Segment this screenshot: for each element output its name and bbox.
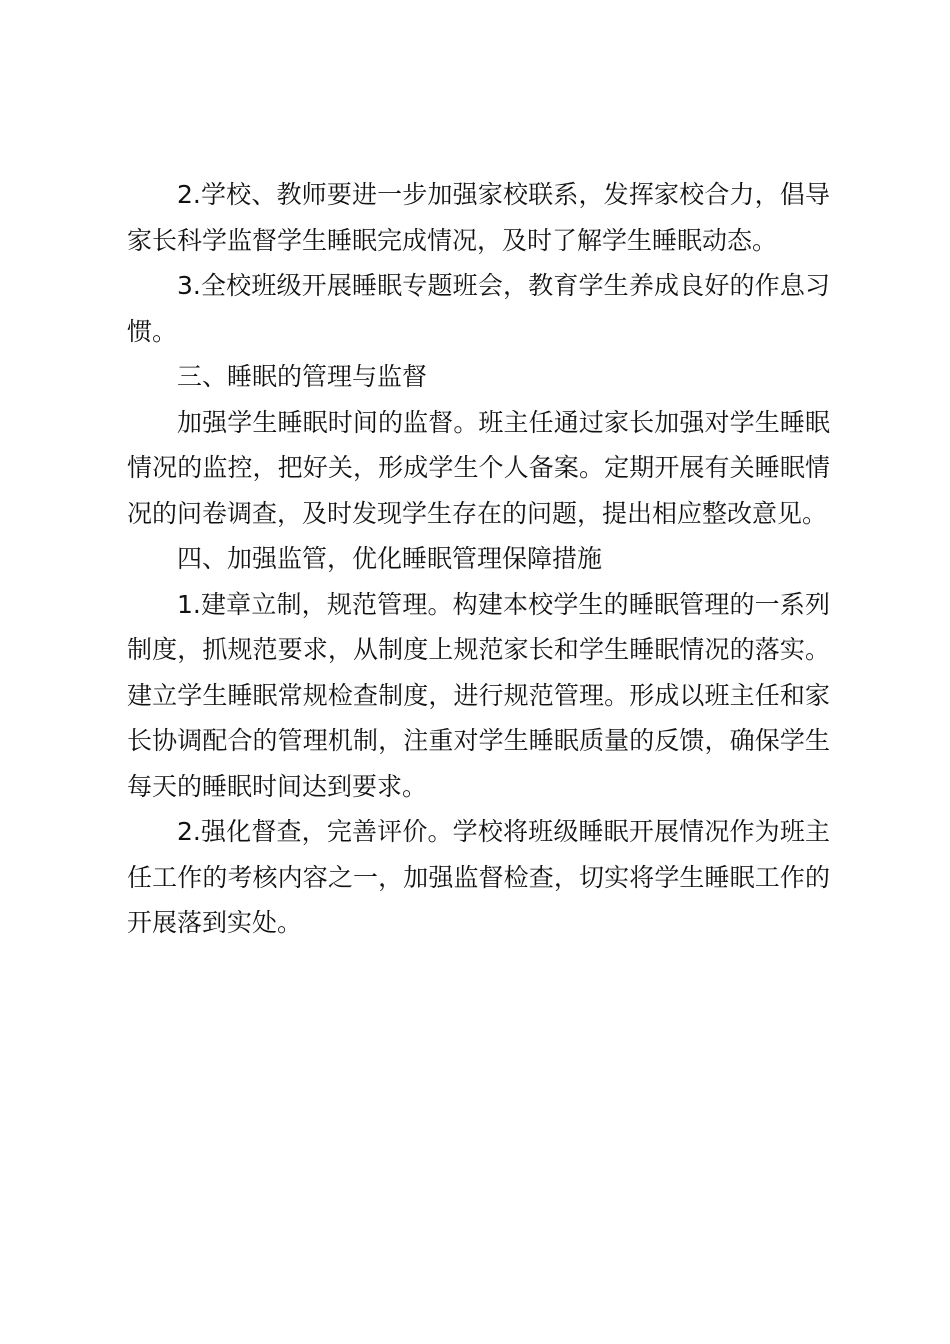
section-heading-3: 三、睡眠的管理与监督	[177, 362, 428, 391]
section-heading-4: 四、加强监管，优化睡眠管理保障措施	[177, 544, 603, 573]
paragraph-item-3: 3.全校班级开展睡眠专题班会，教育学生养成良好的作息习惯。	[127, 271, 830, 346]
paragraph-supervision: 加强学生睡眠时间的监督。班主任通过家长加强对学生睡眠情况的监控，把好关，形成学生个人备案。定期开展有关睡眠情况的问卷调查，及时发现学生存在的问题，提出相应整改意见。	[127, 407, 830, 528]
paragraph-measure-2: 2.强化督查，完善评价。学校将班级睡眠开展情况作为班主任工作的考核内容之一，加强监督检查，切实将学生睡眠工作的开展落到实处。	[127, 817, 830, 937]
paragraph-measure-1: 1.建章立制，规范管理。构建本校学生的睡眠管理的一系列制度，抓规范要求，从制度上规范家长和学生睡眠情况的落实。建立学生睡眠常规检查制度，进行规范管理。形成以班主任和家长协调配合的管理机制，注重对学生睡眠质量的反馈，确保学生每天的睡眠时间达到要求。	[127, 589, 830, 801]
document-body	[127, 172, 830, 946]
paragraph-item-2: 2.学校、教师要进一步加强家校联系，发挥家校合力，倡导家长科学监督学生睡眠完成情况，及时了解学生睡眠动态。	[127, 180, 830, 255]
